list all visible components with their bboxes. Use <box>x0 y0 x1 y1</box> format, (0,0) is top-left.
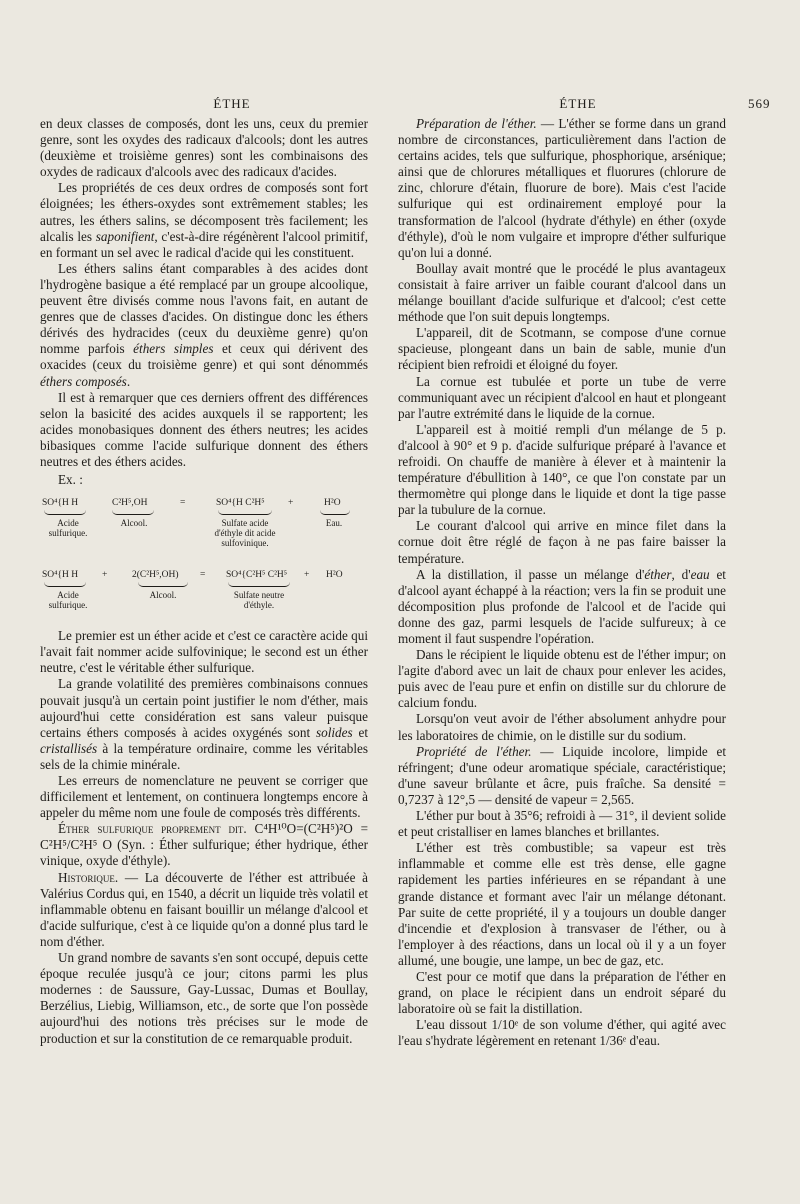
formula-label: Alcool. <box>120 518 148 529</box>
paragraph: La grande volatilité des premières combinaisons connues pouvait jusqu'à un certain point justifier le nom d'éther, mais aujourd'hui cette considération est sans valeur puisque certains éthers composés à acides oxygénés sont solides et cristallisés à la température ordinaire, comme les véritables sels de la chimie minérale. <box>40 676 368 772</box>
formula-label: Acide sulfurique. <box>48 518 88 539</box>
formula-label: Sulfate neutre d'éthyle. <box>233 590 285 611</box>
formula-term: 2(C²H⁵,OH) <box>132 570 179 581</box>
example-label: Ex. : <box>58 472 83 488</box>
formula-label: Eau. <box>325 518 343 529</box>
formula-term: H²O <box>326 570 343 581</box>
running-head-center: ÉTHE <box>559 96 597 111</box>
paragraph: Les propriétés de ces deux ordres de composés sont fort éloignées; les éthers-oxydes sont extrêmement stables; les autres, les éthers salins, se décomposent très facilement; les alcalis les saponifient, c'est-à-dire régénèrent l'alcool primitif, en formant un sel avec le radical d'acide qui les constituent. <box>40 180 368 260</box>
page-number: 569 <box>748 96 771 111</box>
paragraph: L'appareil est à moitié rempli d'un mélange de 5 p. d'alcool à 90° et 9 p. d'acide sulfurique préparé à l'avance et refroidi. On chauffe de manière à élever et à maintenir la température d'ébullition à 140°, ce que l'on constate par un thermomètre qui plonge dans le liquide et dont la tige passe par la tubulure de la cornue. <box>398 421 726 518</box>
paragraph: Historique. — La découverte de l'éther est attribuée à Valérius Cordus qui, en 1540, a décrit un liquide très volatil et inflammable obtenu en faisant bouillir un mélange d'alcool et d'acide sulfurique, c'est à ce liquide qu'on a donné plus tard le nom d'éther. <box>40 869 368 949</box>
paragraph: A la distillation, il passe un mélange d'éther, d'eau et d'alcool ayant échappé à la réaction; vers la fin se produit une décomposition plus profonde de l'alcool et de l'acide qui donne des gaz, parmi lesquels de l'acide sulfureux; à ce moment il faut suspendre l'opération. <box>398 566 726 646</box>
brace <box>138 582 188 587</box>
paragraph: L'eau dissout 1/10ᵉ de son volume d'éther, qui agité avec l'eau s'hydrate légèrement en retenant 1/36ᵉ d'eau. <box>398 1017 726 1049</box>
formula-term: SO⁴{H C²H⁵ <box>216 498 265 509</box>
right-column <box>398 116 726 1049</box>
brace <box>320 510 350 515</box>
paragraph: Il est à remarquer que ces derniers offrent des différences selon la basicité des acides auxquels il se rapportent; les acides monobasiques donnent des éthers neutres; les acides bibasiques comme l'acide sulfurique donnent des éthers neutres et des éthers acides. <box>40 389 368 469</box>
formula-label: Sulfate acide d'éthyle dit acide sulfovinique. <box>214 518 276 549</box>
formula-operator: + <box>102 570 108 581</box>
brace <box>228 582 290 587</box>
paragraph: en deux classes de composés, dont les uns, ceux du premier genre, sont les oxydes des radicaux d'alcools; dont les autres (deuxième et troisième genres) sont les combinaisons des oxydes de radicaux d'alcools avec des radicaux d'acides. <box>40 116 368 180</box>
paragraph: L'éther pur bout à 35°6; refroidi à — 31°, il devient solide et peut cristalliser en lames blanches et brillantes. <box>398 808 726 840</box>
paragraph: Le premier est un éther acide et c'est ce caractère acide qui l'avait fait nommer acide sulfovinique; le second est un éther neutre, c'est le véritable éther sulfurique. <box>40 628 368 676</box>
brace <box>44 582 86 587</box>
chemical-equations <box>40 494 368 624</box>
paragraph: L'appareil, dit de Scotmann, se compose d'une cornue spacieuse, plongeant dans un bain de sable, munie d'un récipient bien refroidi et éloigné du foyer. <box>398 325 726 373</box>
formula-term: C²H⁵,OH <box>112 498 148 509</box>
formula-operator: + <box>288 498 294 509</box>
paragraph: Un grand nombre de savants s'en sont occupé, depuis cette époque reculée jusqu'à ce jour; citons parmi les plus modernes : de Saussure, Gay-Lussac, Dumas et Boullay, Berzélius, Liebig, Williamson, etc., de sorte que l'on possède aujourd'hui des notions très précises sur le mode de production et sur la constitution de ce remarquable produit. <box>40 950 368 1046</box>
formula-term: SO⁴{H H <box>42 570 79 581</box>
brace <box>112 510 154 515</box>
left-column <box>40 116 368 1047</box>
formula-operator: = <box>200 570 206 581</box>
paragraph: Les éthers salins étant comparables à des acides dont l'hydrogène basique a été remplacé par un groupe alcoolique, peuvent être divisés comme nous l'avons fait, en autant de genres que de classes d'acides. On distingue donc les éthers dérivés des hydracides (ceux du deuxième genre) qu'on nomme parfois éthers simples et ceux qui dérivent des oxacides (ceux du troisième genre) et qui sont dénommés éthers composés. <box>40 260 368 389</box>
formula-operator: = <box>180 498 186 509</box>
paragraph: Les erreurs de nomenclature ne peuvent se corriger que difficilement et lentement, on continuera longtemps encore à appeler du même nom une foule de composés très différents. <box>40 773 368 821</box>
running-head-left: ÉTHE <box>213 96 251 111</box>
paragraph: Le courant d'alcool qui arrive en mince filet dans la cornue doit être réglé de façon à ne pas faire baisser la température. <box>398 518 726 566</box>
brace <box>218 510 272 515</box>
formula-term: SO⁴{H H <box>42 498 79 509</box>
formula-operator: + <box>304 570 310 581</box>
formula-term: SO⁴{C²H⁵ C²H⁵ <box>226 570 288 581</box>
formula-label: Alcool. <box>149 590 177 601</box>
paragraph: Préparation de l'éther. — L'éther se forme dans un grand nombre de circonstances, particulièrement dans l'action de certains acides, tels que sulfurique, phosphorique, arsénique; ainsi que de chlorures métalliques et fluorures (chlorure de zinc, chlorure d'étain, fluorure de bore). Mais c'est l'acide sulfurique qui est ordinairement employé pour la transformation de l'alcool (hydrate d'éthyle) en éther (oxyde d'éthyle), d'où le nom vulgaire et impropre d'éther sulfurique qu'on lui a donné. <box>398 116 726 260</box>
paragraph: Dans le récipient le liquide obtenu est de l'éther impur; on l'agite d'abord avec un lait de chaux pour enlever les acides, puis avec de l'eau pure et enfin on distille sur du chlorure de calcium fondu. <box>398 647 726 711</box>
paragraph: Lorsqu'on veut avoir de l'éther absolument anhydre pour les laboratoires de chimie, on le distille sur du sodium. <box>398 711 726 743</box>
paragraph: Propriété de l'éther. — Liquide incolore, limpide et réfringent; d'une odeur aromatique spéciale, caractéristique; d'une saveur brûlante et âcre, puis fraîche. Sa densité = 0,7237 à 12°,5 — densité de vapeur = 2,565. <box>398 743 726 807</box>
paragraph: L'éther est très combustible; sa vapeur est très inflammable et comme elle est très dense, elle gagne rapidement les parties inférieures en se répandant à une grande distance et formant avec l'air un mélange détonant. Par suite de cette propriété, il y a toujours un double danger d'incendie et d'explosion à transvaser de l'éther, ou à l'employer à des réactions, dans un local où il y a un foyer allumé, une bougie, une lampe, un bec de gaz, etc. <box>398 840 726 968</box>
formula-term: H²O <box>324 498 341 509</box>
paragraph: Éther sulfurique proprement dit. C⁴H¹⁰O=(C²H⁵)²O = C²H⁵/C²H⁵ O (Syn. : Éther sulfurique; éther hydrique, éther vinique, oxyde d'éthyle). <box>40 821 369 869</box>
paragraph: Boullay avait montré que le procédé le plus avantageux consistait à faire arriver un faible courant d'alcool dans un mélange bouillant d'acide sulfurique et d'alcool; c'est cette méthode que l'on suit depuis longtemps. <box>398 260 726 325</box>
formula-label: Acide sulfurique. <box>48 590 88 611</box>
brace <box>44 510 86 515</box>
paragraph: La cornue est tubulée et porte un tube de verre communiquant avec un récipient d'alcool en haut et plongeant par l'autre extrémité dans le liquide de la cornue. <box>398 373 726 421</box>
paragraph: C'est pour ce motif que dans la préparation de l'éther en grand, on place le récipient dans un endroit séparé du laboratoire où se fait la distillation. <box>398 968 726 1017</box>
